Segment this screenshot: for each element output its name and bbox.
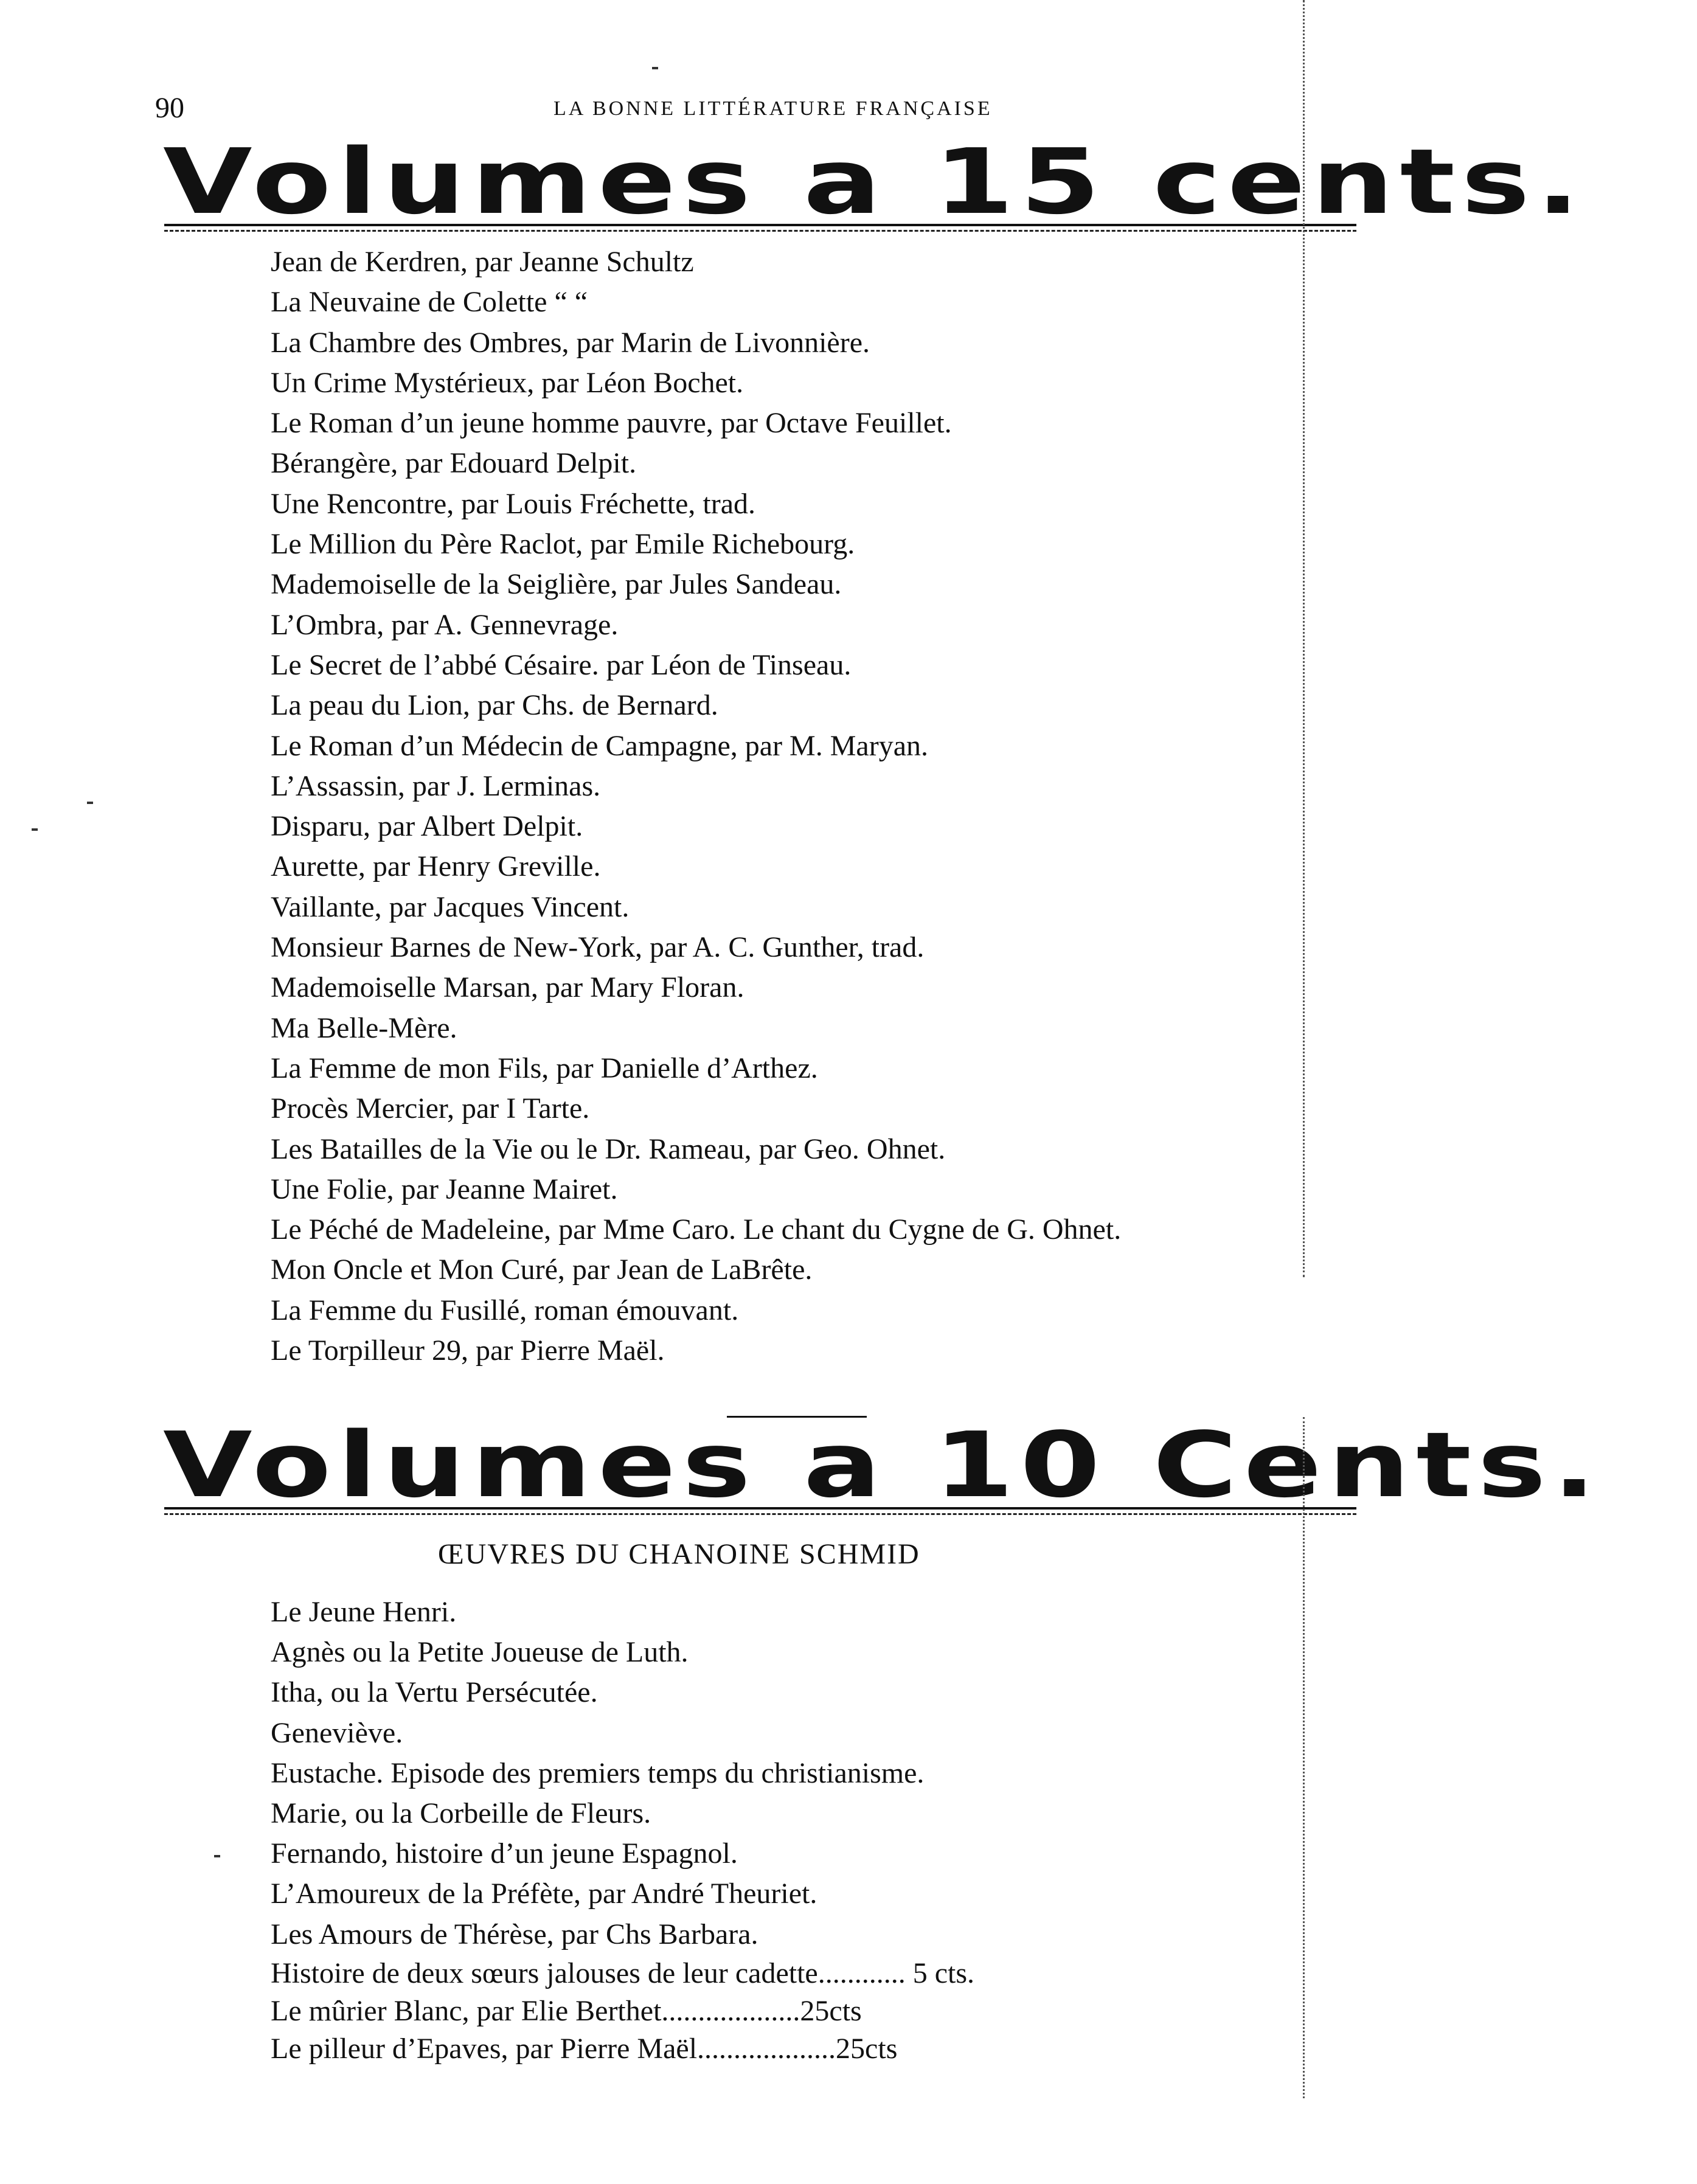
list-item: Mon Oncle et Mon Curé, par Jean de LaBrête. (271, 1253, 813, 1286)
list-item: Une Rencontre, par Louis Fréchette, trad. (271, 487, 756, 520)
page-edge-dots (1303, 0, 1305, 1277)
catalog-list-10-cents (271, 1592, 974, 2068)
list-item: Ma Belle-Mère. (271, 1011, 457, 1044)
priced-list-item (271, 2030, 974, 2068)
list-item: La Femme de mon Fils, par Danielle d’Arthez. (271, 1052, 818, 1084)
page-edge-dots (1303, 1417, 1305, 2098)
item-title: Le pilleur d’Epaves, par Pierre Maël................... (271, 2032, 836, 2065)
ink-speck (32, 828, 38, 831)
list-item: Bérangère, par Edouard Delpit. (271, 447, 637, 480)
ink-speck (214, 1855, 220, 1857)
list-item: Monsieur Barnes de New-York, par A. C. Gunther, trad. (271, 931, 925, 964)
double-rule (164, 1507, 1356, 1510)
list-item: Mademoiselle de la Seiglière, par Jules Sandeau. (271, 568, 842, 601)
running-head (155, 91, 1366, 134)
list-item: Le Jeune Henri. (271, 1596, 457, 1628)
list-item: Mademoiselle Marsan, par Mary Floran. (271, 971, 744, 1004)
list-item: Le Roman d’un jeune homme pauvre, par Octave Feuillet. (271, 407, 952, 440)
page-number: 90 (155, 92, 184, 124)
list-item: La Chambre des Ombres, par Marin de Livonnière. (271, 326, 870, 359)
list-item: Une Folie, par Jeanne Mairet. (271, 1173, 618, 1205)
list-item: Vaillante, par Jacques Vincent. (271, 890, 630, 923)
list-item: Les Batailles de la Vie ou le Dr. Rameau, par Geo. Ohnet. (271, 1132, 946, 1165)
item-price: 25cts (836, 2032, 898, 2065)
list-item: Le Secret de l’abbé Césaire. par Léon de Tinseau. (271, 648, 852, 681)
banner-15-cents: Volumes a 15 cents. (163, 130, 1586, 234)
list-item: Le Torpilleur 29, par Pierre Maël. (271, 1334, 665, 1367)
item-title: Histoire de deux sœurs jalouses de leur cadette............ (271, 1957, 906, 1989)
list-item: L’Amoureux de la Préfète, par André Theuriet. (271, 1877, 817, 1910)
list-item: L’Ombra, par A. Gennevrage. (271, 608, 619, 641)
ink-speck (652, 67, 658, 69)
item-title: Le mûrier Blanc, par Elie Berthet................... (271, 1994, 800, 2027)
list-item: Eustache. Episode des premiers temps du christianisme. (271, 1756, 925, 1789)
list-item: Fernando, histoire d’un jeune Espagnol. (271, 1837, 738, 1870)
priced-list-item (271, 1992, 974, 2030)
running-title: LA BONNE LITTÉRATURE FRANÇAISE (554, 97, 993, 120)
list-item: Marie, ou la Corbeille de Fleurs. (271, 1797, 651, 1829)
ink-speck (87, 802, 93, 804)
item-price: 25cts (800, 1994, 862, 2027)
priced-list-item (271, 1955, 974, 1992)
list-item: Geneviève. (271, 1716, 403, 1749)
list-item: Itha, ou la Vertu Persécutée. (271, 1676, 598, 1709)
list-item: Un Crime Mystérieux, par Léon Bochet. (271, 366, 744, 399)
list-item: Jean de Kerdren, par Jeanne Schultz (271, 246, 694, 278)
double-rule (164, 224, 1356, 226)
list-item: Agnès ou la Petite Joueuse de Luth. (271, 1636, 689, 1669)
banner-10-cents: Volumes a 10 Cents. (163, 1413, 1603, 1517)
item-price: 5 cts. (912, 1957, 975, 1989)
list-item: Disparu, par Albert Delpit. (271, 810, 583, 843)
catalog-list-15-cents (271, 242, 1121, 1371)
list-item: Aurette, par Henry Greville. (271, 850, 601, 883)
list-item: Les Amours de Thérèse, par Chs Barbara. (271, 1918, 758, 1950)
list-item: La peau du Lion, par Chs. de Bernard. (271, 689, 718, 722)
section-heading: ŒUVRES DU CHANOINE SCHMID (438, 1538, 920, 1570)
list-item: Le Péché de Madeleine, par Mme Caro. Le chant du Cygne de G. Ohnet. (271, 1213, 1122, 1246)
list-item: Le Roman d’un Médecin de Campagne, par M. Maryan. (271, 729, 929, 762)
list-item: La Neuvaine de Colette “ “ (271, 286, 588, 319)
list-item: Procès Mercier, par I Tarte. (271, 1092, 590, 1125)
list-item: La Femme du Fusillé, roman émouvant. (271, 1294, 739, 1326)
list-item: L’Assassin, par J. Lerminas. (271, 769, 601, 802)
list-item: Le Million du Père Raclot, par Emile Richebourg. (271, 528, 855, 561)
